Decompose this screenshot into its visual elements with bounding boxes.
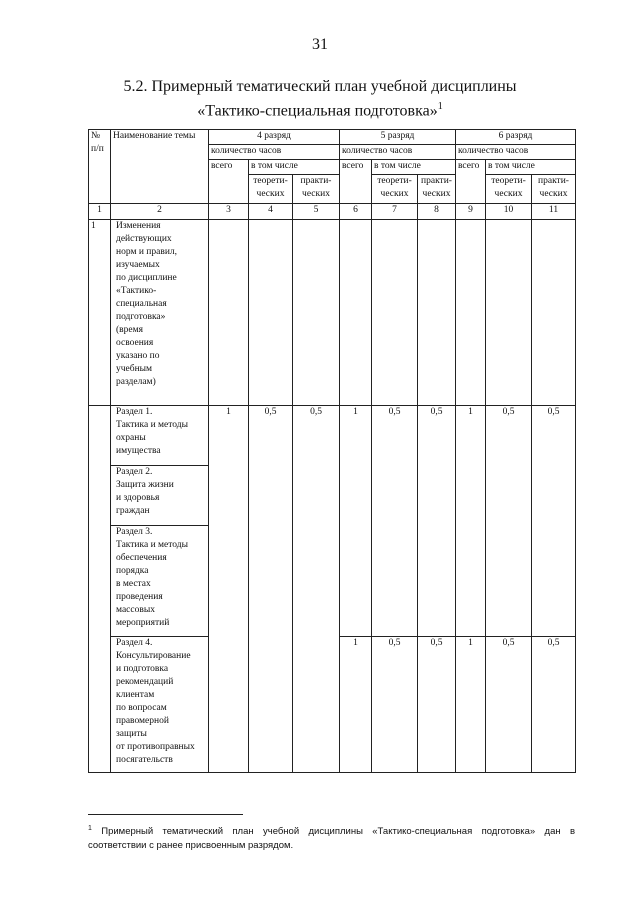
table-row [89, 637, 576, 773]
value-cell: 1 [456, 637, 486, 773]
col-number: 2 [111, 204, 209, 220]
value-cell [209, 220, 249, 406]
value-cell [486, 466, 532, 526]
row-num [89, 466, 111, 526]
header-grade-4: 4 разряд [209, 130, 340, 145]
row-num [89, 406, 111, 466]
value-cell [293, 637, 340, 773]
value-cell: 0,5 [486, 637, 532, 773]
header-total-6: всего [456, 160, 486, 204]
value-cell [456, 220, 486, 406]
table-row [89, 466, 576, 526]
page-number: 31 [312, 36, 328, 53]
col-number: 6 [340, 204, 372, 220]
header-grade-6: 6 разряд [456, 130, 576, 145]
value-cell [209, 637, 249, 773]
header-pract-5: практи-ческих [418, 175, 456, 204]
value-cell [418, 466, 456, 526]
row-num [89, 526, 111, 637]
col-number: 7 [372, 204, 418, 220]
header-incl-6: в том числе [486, 160, 576, 175]
value-cell [532, 466, 576, 526]
header-pract-6: практи-ческих [532, 175, 576, 204]
topic-name: Раздел 3. Тактика и методы обеспечения порядка в местах проведения массовых мероприятий [111, 526, 209, 637]
value-cell [418, 220, 456, 406]
header-theor-5: теорети-ческих [372, 175, 418, 204]
col-number: 10 [486, 204, 532, 220]
value-cell [249, 220, 293, 406]
value-cell [249, 466, 293, 526]
value-cell [340, 526, 372, 637]
topic-name: Раздел 4. Консультирование и подготовка рекомендаций клиентам по вопросам правомерной защиты от противоправных посягательств [111, 637, 209, 773]
col-number: 1 [89, 204, 111, 220]
value-cell [293, 220, 340, 406]
col-number: 4 [249, 204, 293, 220]
value-cell: 1 [456, 406, 486, 466]
header-theor-6: теорети-ческих [486, 175, 532, 204]
footnote-text: Примерный тематический план учебной дисциплины «Тактико-специальная подготовка» дан в соответствии с ранее присвоенным разрядом. [88, 826, 576, 852]
header-hours-5: количество часов [340, 145, 456, 160]
value-cell: 0,5 [418, 637, 456, 773]
value-cell [372, 466, 418, 526]
header-pract-4: практи-ческих [293, 175, 340, 204]
value-cell: 0,5 [532, 406, 576, 466]
value-cell [340, 220, 372, 406]
col-number: 9 [456, 204, 486, 220]
footnote-divider [88, 814, 243, 815]
footnote [88, 822, 575, 853]
value-cell: 0,5 [372, 637, 418, 773]
thematic-plan-table [88, 129, 576, 773]
value-cell [486, 526, 532, 637]
header-grade-5: 5 разряд [340, 130, 456, 145]
value-cell [418, 526, 456, 637]
value-cell [532, 220, 576, 406]
title-footnote-mark: 1 [437, 101, 443, 112]
topic-name: Раздел 2. Защита жизни и здоровья граждан [111, 466, 209, 526]
value-cell [486, 220, 532, 406]
header-hours-4: количество часов [209, 145, 340, 160]
col-number: 3 [209, 204, 249, 220]
value-cell: 0,5 [418, 406, 456, 466]
table-row [89, 406, 576, 466]
value-cell [340, 466, 372, 526]
header-name: Наименование темы [111, 130, 209, 204]
value-cell [532, 526, 576, 637]
footnote-mark: 1 [88, 825, 92, 832]
value-cell [249, 637, 293, 773]
title-line-1: 5.2. Примерный тематический план учебной дисциплины [123, 78, 517, 95]
header-hours-6: количество часов [456, 145, 576, 160]
value-cell: 0,5 [372, 406, 418, 466]
column-number-row [89, 204, 576, 220]
col-number: 8 [418, 204, 456, 220]
header-incl-4: в том числе [249, 160, 340, 175]
value-cell [249, 526, 293, 637]
title-line-2: «Тактико-специальная подготовка» [197, 102, 438, 120]
row-num [89, 637, 111, 773]
value-cell [209, 526, 249, 637]
value-cell: 0,5 [486, 406, 532, 466]
col-number: 11 [532, 204, 576, 220]
value-cell [372, 526, 418, 637]
header-num: № п/п [89, 130, 111, 204]
topic-name: Изменения действующих норм и правил, изучаемых по дисциплине «Тактико- специальная подготовка» (время освоения указано по учебным разделам) [111, 220, 209, 406]
value-cell [456, 466, 486, 526]
table-row [89, 526, 576, 637]
value-cell [293, 466, 340, 526]
value-cell [293, 526, 340, 637]
col-number: 5 [293, 204, 340, 220]
page-title [0, 77, 640, 121]
table-row [89, 220, 576, 406]
header-theor-4: теорети-ческих [249, 175, 293, 204]
value-cell: 1 [340, 637, 372, 773]
header-incl-5: в том числе [372, 160, 456, 175]
header-total-5: всего [340, 160, 372, 204]
value-cell: 0,5 [293, 406, 340, 466]
value-cell [456, 526, 486, 637]
row-num: 1 [89, 220, 111, 406]
value-cell [209, 466, 249, 526]
value-cell: 1 [340, 406, 372, 466]
header-total-4: всего [209, 160, 249, 204]
value-cell: 1 [209, 406, 249, 466]
value-cell: 0,5 [532, 637, 576, 773]
topic-name: Раздел 1. Тактика и методы охраны имущества [111, 406, 209, 466]
value-cell [372, 220, 418, 406]
value-cell: 0,5 [249, 406, 293, 466]
